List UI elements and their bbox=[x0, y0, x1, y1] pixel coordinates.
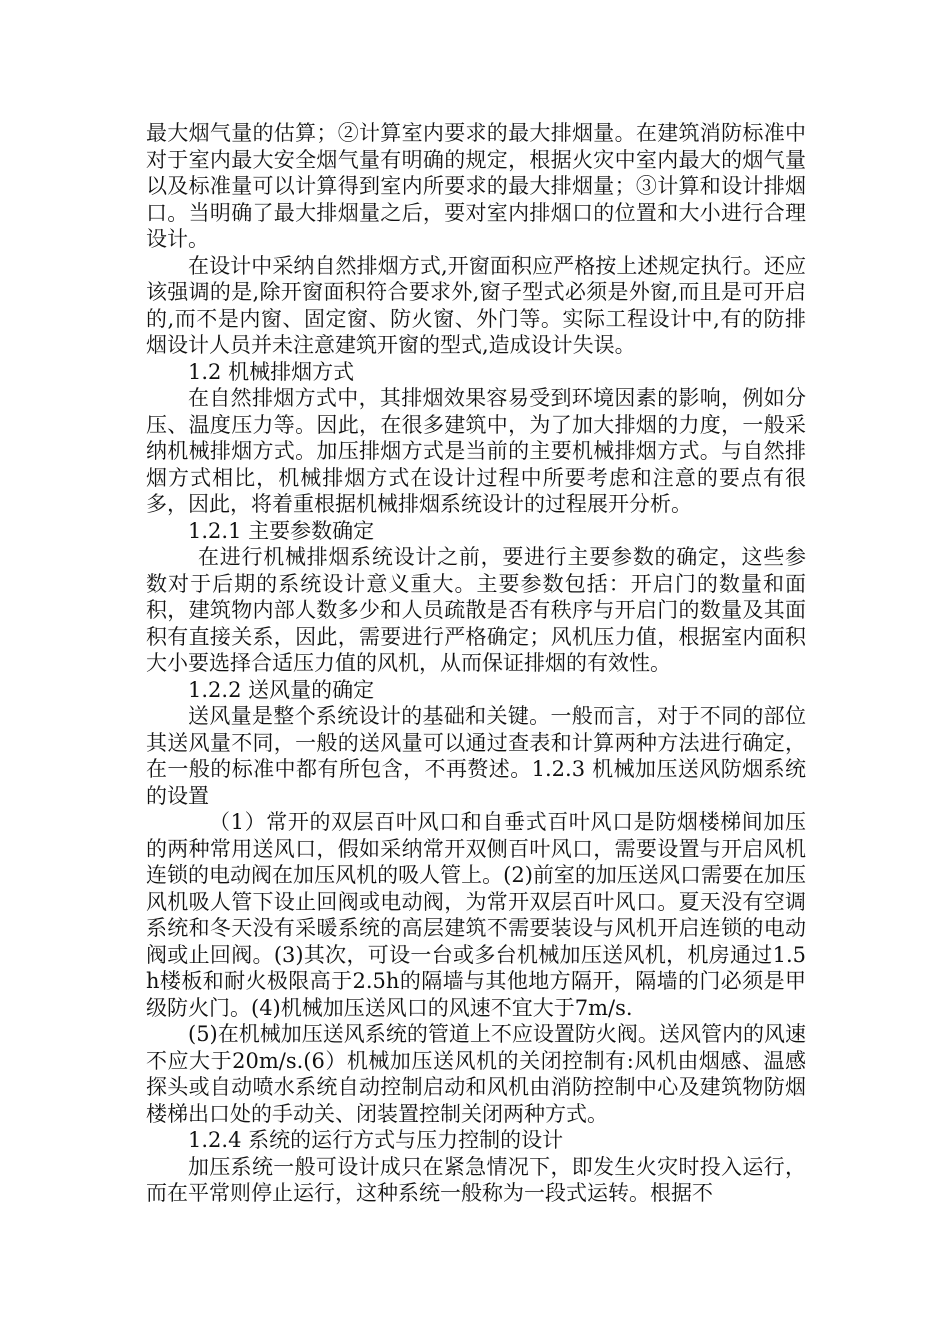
paragraph-air-supply-volume: 送风量是整个系统设计的基础和关键。一般而言，对于不同的部位其送风量不同，一般的送风量可以通过查表和计算两种方法进行确定，在一般的标准中都有所包含，不再赘述。1.2.3 机械加压送风防烟系统的设置 bbox=[146, 704, 806, 808]
paragraph-main-parameters: 在进行机械排烟系统设计之前，要进行主要参数的确定，这些参数对于后期的系统设计意义重大。主要参数包括：开启门的数量和面积，建筑物内部人数多少和人员疏散是否有秩序与开启门的数量及其面积有直接关系，因此，需要进行严格确定；风机压力值，根据室内面积大小要选择合适压力值的风机，从而保证排烟的有效性。 bbox=[146, 545, 806, 675]
paragraph-fire-damper-and-control: (5)在机械加压送风系统的管道上不应设置防火阀。送风管内的风速不应大于20m/s.(6）机械加压送风机的关闭控制有:风机由烟感、温感探头或自动喷水系统自动控制启动和风机由消防控制中心及建筑物防烟楼梯出口处的手动关、闭装置控制关闭两种方式。 bbox=[146, 1022, 806, 1126]
paragraph-mechanical-smoke-exhaust: 在自然排烟方式中，其排烟效果容易受到环境因素的影响，例如分压、温度压力等。因此，在很多建筑中，为了加大排烟的力度，一般采纳机械排烟方式。加压排烟方式是当前的主要机械排烟方式。与自然排烟方式相比，机械排烟方式在设计过程中所要考虑和注意的要点有很多，因此，将着重根据机械排烟系统设计的过程展开分析。 bbox=[146, 386, 806, 516]
section-heading-1-2-4: 1.2.4 系统的运行方式与压力控制的设计 bbox=[188, 1128, 564, 1152]
section-heading-1-2-1: 1.2.1 主要参数确定 bbox=[188, 518, 375, 543]
section-heading-1-2: 1.2 机械排烟方式 bbox=[188, 359, 355, 384]
paragraph-max-smoke-estimate: 最大烟气量的估算；②计算室内要求的最大排烟量。在建筑消防标准中对于室内最大安全烟气量有明确的规定，根据火灾中室内最大的烟气量以及标准量可以计算得到室内所要求的最大排烟量；③计算和设计排烟口。当明确了最大排烟量之后，要对室内排烟口的位置和大小进行合理设计。 bbox=[146, 121, 806, 251]
paragraph-operation-mode: 加压系统一般可设计成只在紧急情况下，即发生火灾时投入运行，而在平常则停止运行，这种系统一般称为一段式运转。根据不 bbox=[146, 1154, 806, 1205]
paragraph-natural-smoke-exhaust-windows: 在设计中采纳自然排烟方式,开窗面积应严格按上述规定执行。还应该强调的是,除开窗面积符合要求外,窗子型式必须是外窗,而且是可开启的,而不是内窗、固定窗、防火窗、外门等。实际工程设计中,有的防排烟设计人员并未注意建筑开窗的型式,造成设计失误。 bbox=[146, 253, 806, 357]
document-page bbox=[146, 120, 806, 1207]
paragraph-pressurized-supply-settings: （1）常开的双层百叶风口和自垂式百叶风口是防烟楼梯间加压的两种常用送风口，假如采纳常开双侧百叶风口，需要设置与开启风机连锁的电动阀在加压风机的吸人管上。(2)前室的加压送风口需要在加压风机吸人管下设止回阀或电动阀，为常开双层百叶风口。夏天没有空调系统和冬天没有采暖系统的高层建筑不需要装设与风机开启连锁的电动阀或止回阀。(3)其次，可设一台或多台机械加压送风机，机房通过1.5h楼板和耐火极限高于2.5h的隔墙与其他地方隔开，隔墙的门必须是甲级防火门。(4)机械加压送风口的风速不宜大于7m/s. bbox=[146, 810, 806, 1020]
section-heading-1-2-2: 1.2.2 送风量的确定 bbox=[188, 677, 375, 702]
